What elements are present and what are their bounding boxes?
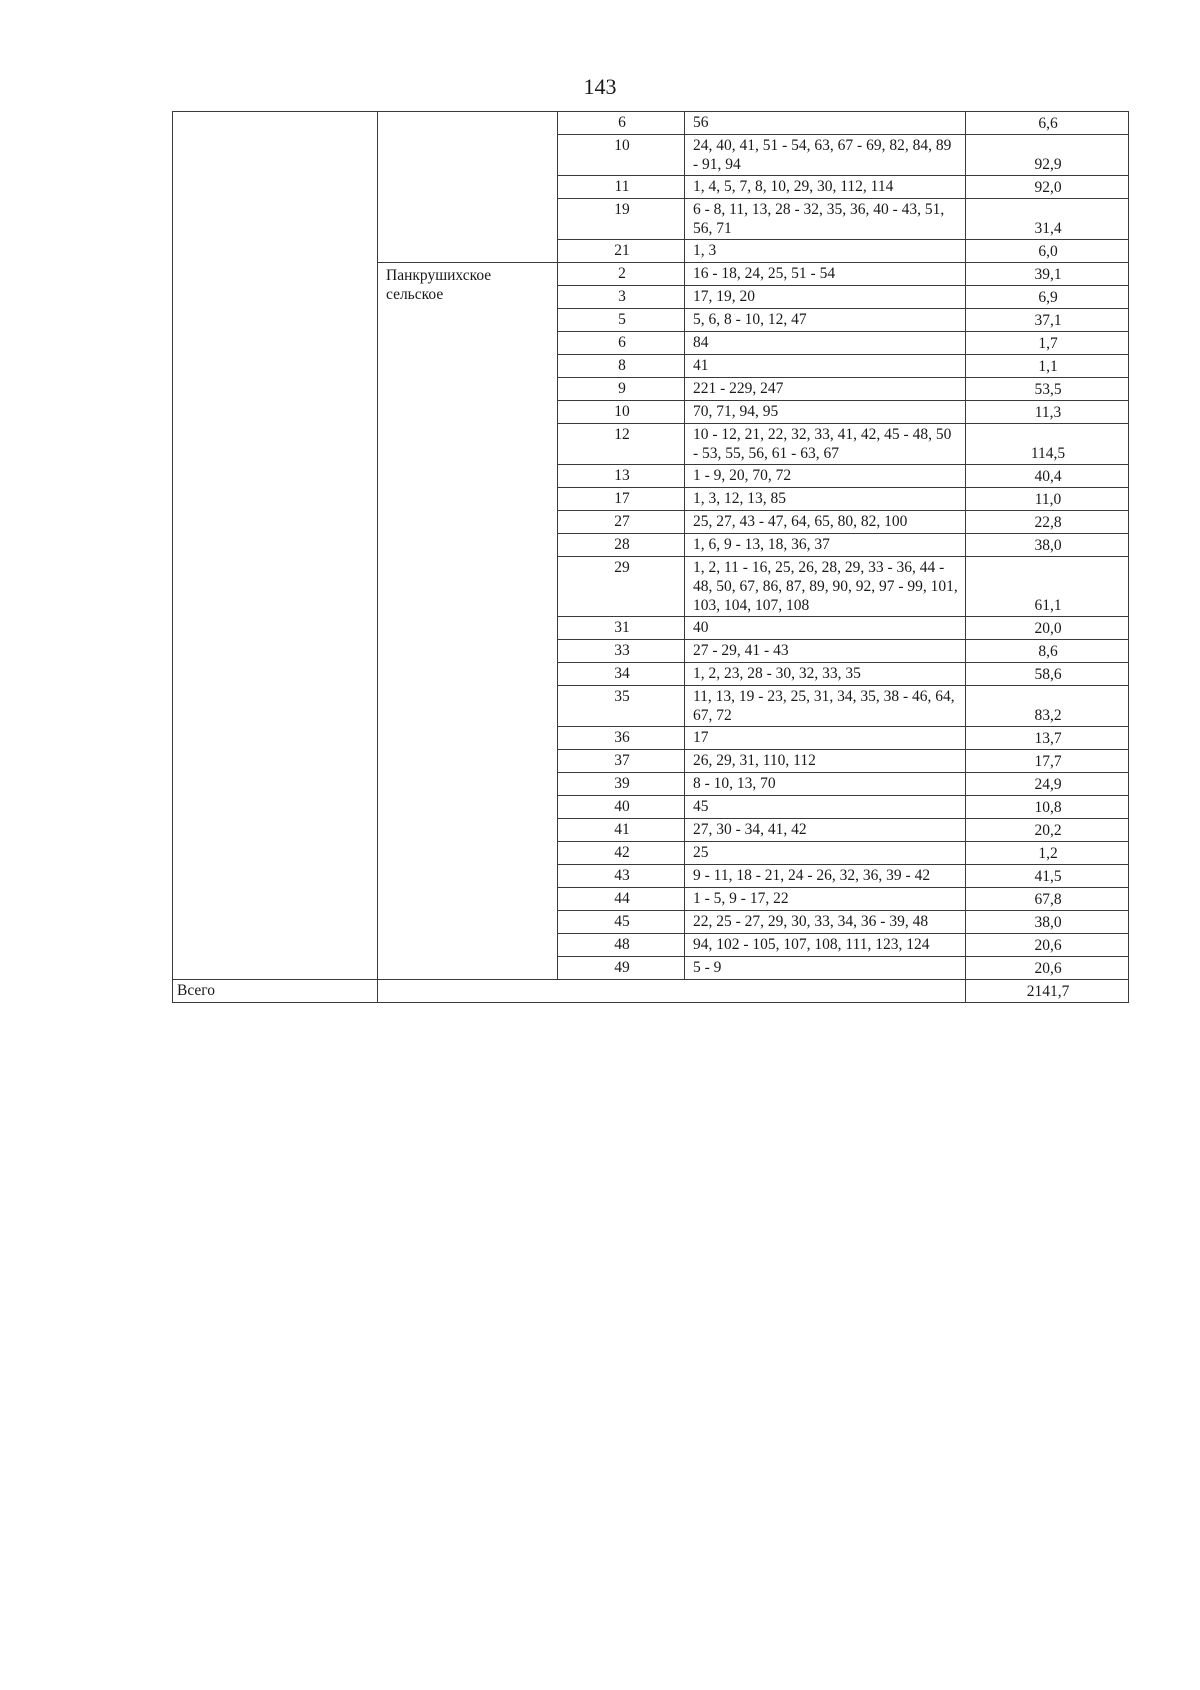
prev-settlement-cell [378, 112, 558, 263]
quarter-number: 40 [558, 796, 685, 819]
quarter-number: 17 [558, 488, 685, 511]
area-value: 11,3 [966, 401, 1129, 424]
allotments-list: 1, 2, 23, 28 - 30, 32, 33, 35 [685, 663, 966, 686]
area-value: 17,7 [966, 750, 1129, 773]
quarter-number: 28 [558, 534, 685, 557]
quarter-number: 11 [558, 176, 685, 199]
area-value: 92,0 [966, 176, 1129, 199]
area-value: 39,1 [966, 263, 1129, 286]
quarter-number: 45 [558, 911, 685, 934]
allotments-list: 17 [685, 727, 966, 750]
area-value: 31,4 [966, 199, 1129, 240]
allotments-list: 22, 25 - 27, 29, 30, 33, 34, 36 - 39, 48 [685, 911, 966, 934]
area-value: 6,0 [966, 240, 1129, 263]
allotments-list: 27, 30 - 34, 41, 42 [685, 819, 966, 842]
quarter-number: 10 [558, 401, 685, 424]
allotments-list: 25 [685, 842, 966, 865]
quarter-number: 21 [558, 240, 685, 263]
allotments-list: 17, 19, 20 [685, 286, 966, 309]
settlement-name: Панкрушихское сельское [378, 263, 558, 980]
allotments-list: 24, 40, 41, 51 - 54, 63, 67 - 69, 82, 84, 89 - 91, 94 [685, 135, 966, 176]
allotments-list: 84 [685, 332, 966, 355]
district-cell [173, 112, 378, 980]
area-value: 92,9 [966, 135, 1129, 176]
quarter-number: 10 [558, 135, 685, 176]
quarter-number: 6 [558, 332, 685, 355]
quarter-number: 49 [558, 957, 685, 980]
area-value: 6,6 [966, 112, 1129, 135]
allotments-list: 10 - 12, 21, 22, 32, 33, 41, 42, 45 - 48, 50 - 53, 55, 56, 61 - 63, 67 [685, 424, 966, 465]
area-value: 38,0 [966, 911, 1129, 934]
quarter-number: 8 [558, 355, 685, 378]
allotments-list: 1 - 5, 9 - 17, 22 [685, 888, 966, 911]
allotments-list: 1, 2, 11 - 16, 25, 26, 28, 29, 33 - 36, 44 - 48, 50, 67, 86, 87, 89, 90, 92, 97 - 99, 101, 103, 104, 107, 108 [685, 557, 966, 617]
allotments-list: 9 - 11, 18 - 21, 24 - 26, 32, 36, 39 - 42 [685, 865, 966, 888]
quarter-number: 3 [558, 286, 685, 309]
quarter-number: 9 [558, 378, 685, 401]
quarter-number: 29 [558, 557, 685, 617]
area-value: 22,8 [966, 511, 1129, 534]
allotments-list: 25, 27, 43 - 47, 64, 65, 80, 82, 100 [685, 511, 966, 534]
quarter-number: 5 [558, 309, 685, 332]
area-value: 37,1 [966, 309, 1129, 332]
area-value: 20,6 [966, 934, 1129, 957]
allotments-list: 1, 4, 5, 7, 8, 10, 29, 30, 112, 114 [685, 176, 966, 199]
allotments-list: 27 - 29, 41 - 43 [685, 640, 966, 663]
area-value: 67,8 [966, 888, 1129, 911]
total-label: Всего [173, 980, 378, 1003]
page-number: 143 [583, 74, 617, 99]
allotments-list: 16 - 18, 24, 25, 51 - 54 [685, 263, 966, 286]
quarter-number: 44 [558, 888, 685, 911]
area-value: 20,2 [966, 819, 1129, 842]
area-value: 1,7 [966, 332, 1129, 355]
area-value: 58,6 [966, 663, 1129, 686]
allotments-list: 26, 29, 31, 110, 112 [685, 750, 966, 773]
total-empty-cell [378, 980, 966, 1003]
total-row [173, 980, 1129, 1003]
quarter-number: 13 [558, 465, 685, 488]
area-value: 11,0 [966, 488, 1129, 511]
quarter-number: 43 [558, 865, 685, 888]
allotments-list: 94, 102 - 105, 107, 108, 111, 123, 124 [685, 934, 966, 957]
allotments-list: 6 - 8, 11, 13, 28 - 32, 35, 36, 40 - 43, 51, 56, 71 [685, 199, 966, 240]
area-value: 38,0 [966, 534, 1129, 557]
quarter-number: 2 [558, 263, 685, 286]
area-value: 10,8 [966, 796, 1129, 819]
table-body [173, 112, 1129, 1003]
quarter-number: 19 [558, 199, 685, 240]
forest-plots-table [172, 111, 1128, 1003]
area-value: 1,2 [966, 842, 1129, 865]
area-value: 114,5 [966, 424, 1129, 465]
quarter-number: 33 [558, 640, 685, 663]
allotments-list: 1, 6, 9 - 13, 18, 36, 37 [685, 534, 966, 557]
area-value: 83,2 [966, 686, 1129, 727]
quarter-number: 42 [558, 842, 685, 865]
quarter-number: 27 [558, 511, 685, 534]
table-row [173, 112, 1129, 135]
area-value: 61,1 [966, 557, 1129, 617]
area-value: 41,5 [966, 865, 1129, 888]
area-value: 1,1 [966, 355, 1129, 378]
area-value: 53,5 [966, 378, 1129, 401]
quarter-number: 31 [558, 617, 685, 640]
area-value: 6,9 [966, 286, 1129, 309]
quarter-number: 36 [558, 727, 685, 750]
quarter-number: 6 [558, 112, 685, 135]
quarter-number: 41 [558, 819, 685, 842]
area-value: 24,9 [966, 773, 1129, 796]
allotments-list: 11, 13, 19 - 23, 25, 31, 34, 35, 38 - 46, 64, 67, 72 [685, 686, 966, 727]
area-value: 13,7 [966, 727, 1129, 750]
quarter-number: 39 [558, 773, 685, 796]
allotments-list: 40 [685, 617, 966, 640]
area-value: 20,6 [966, 957, 1129, 980]
allotments-list: 41 [685, 355, 966, 378]
allotments-list: 45 [685, 796, 966, 819]
allotments-list: 8 - 10, 13, 70 [685, 773, 966, 796]
area-value: 8,6 [966, 640, 1129, 663]
area-value: 40,4 [966, 465, 1129, 488]
allotments-list: 56 [685, 112, 966, 135]
quarter-number: 37 [558, 750, 685, 773]
allotments-list: 1, 3, 12, 13, 85 [685, 488, 966, 511]
quarter-number: 12 [558, 424, 685, 465]
allotments-list: 1, 3 [685, 240, 966, 263]
quarter-number: 35 [558, 686, 685, 727]
allotments-list: 1 - 9, 20, 70, 72 [685, 465, 966, 488]
quarter-number: 48 [558, 934, 685, 957]
allotments-list: 5, 6, 8 - 10, 12, 47 [685, 309, 966, 332]
allotments-list: 5 - 9 [685, 957, 966, 980]
total-area: 2141,7 [966, 980, 1129, 1003]
area-value: 20,0 [966, 617, 1129, 640]
allotments-list: 221 - 229, 247 [685, 378, 966, 401]
quarter-number: 34 [558, 663, 685, 686]
allotments-list: 70, 71, 94, 95 [685, 401, 966, 424]
